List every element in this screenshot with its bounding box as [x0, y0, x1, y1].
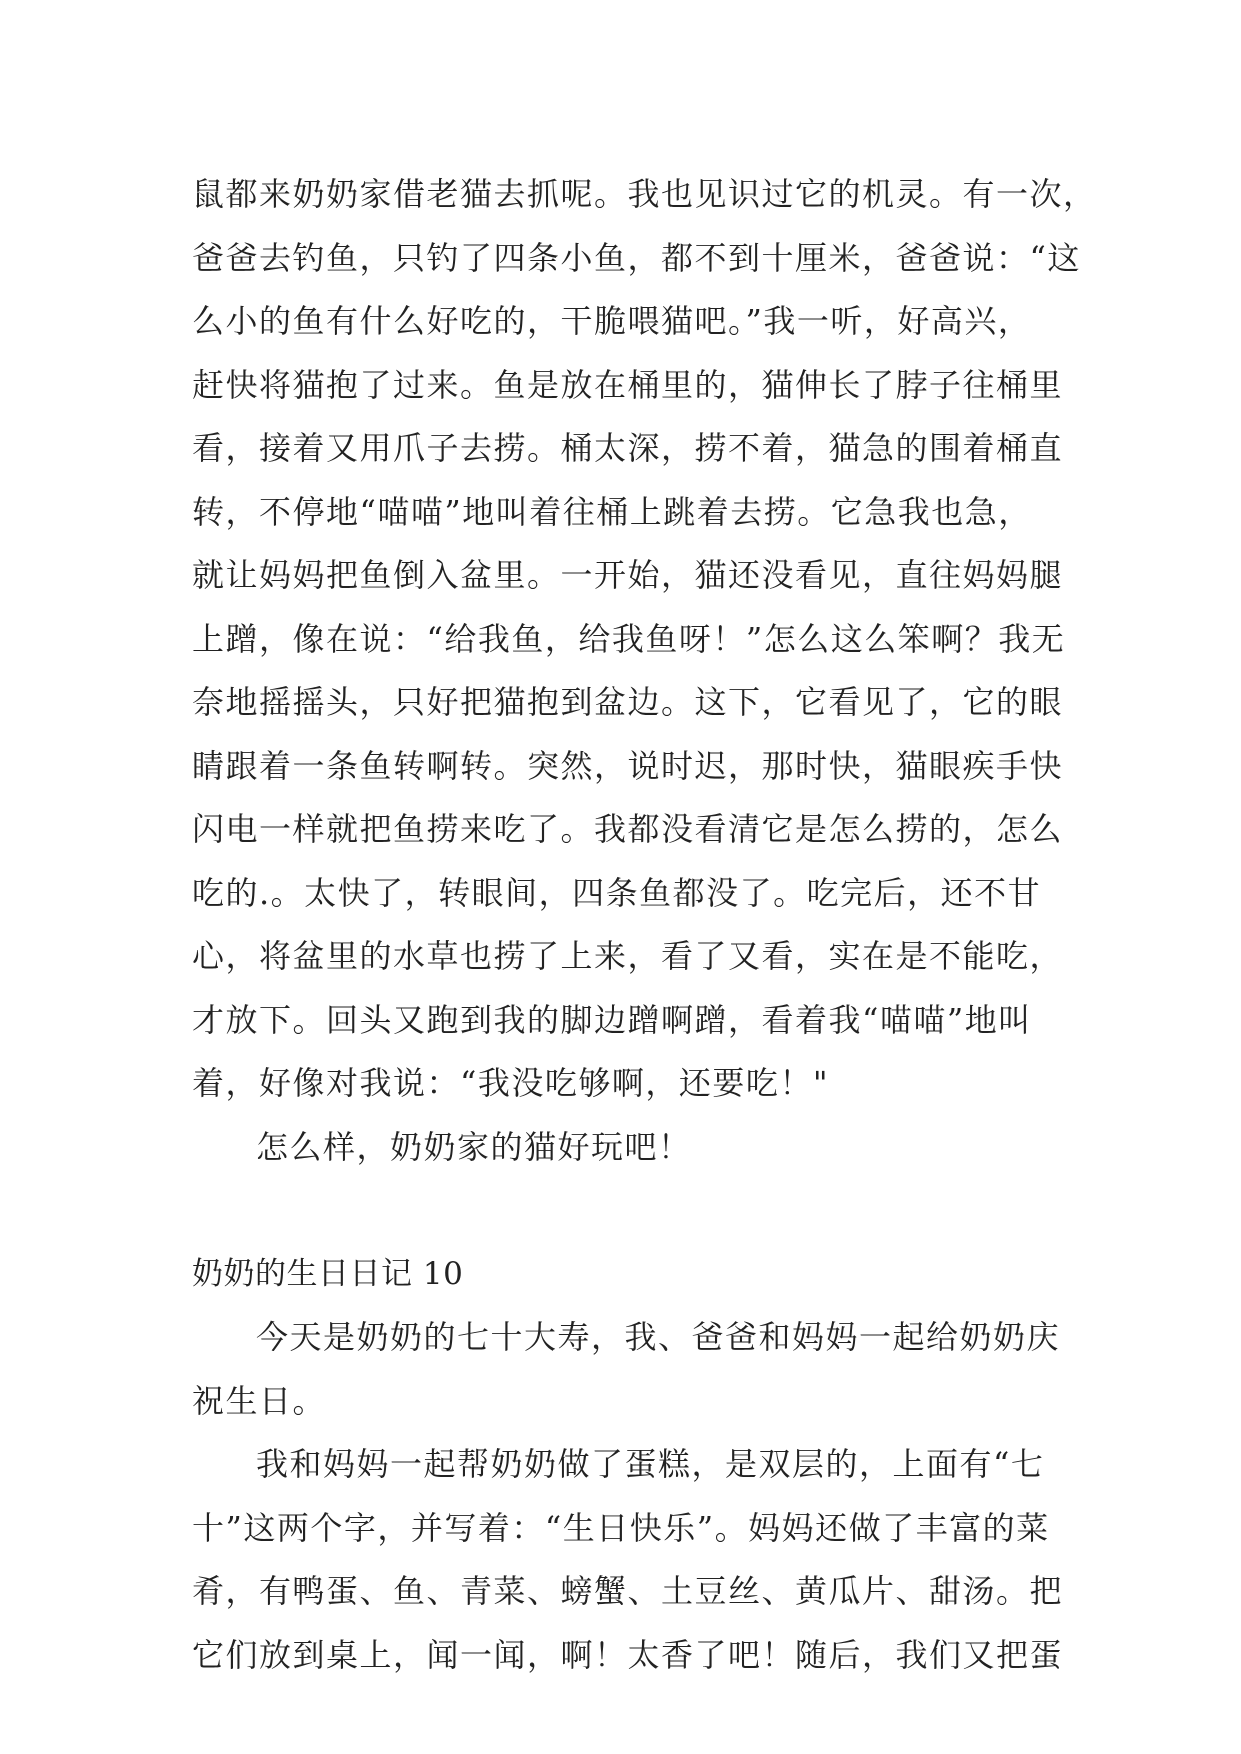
- text-line: 着，好像对我说：“我没吃够啊，还要吃！": [192, 1064, 830, 1102]
- section-spacer: [192, 1179, 1072, 1243]
- text-line: 鼠都来奶奶家借老猫去抓呢。我也见识过它的机灵。有一次，: [192, 175, 1097, 213]
- text-line: 今天是奶奶的七十大寿，我、爸爸和妈妈一起给奶奶庆: [256, 1318, 1061, 1356]
- text-line: 闪电一样就把鱼捞来吃了。我都没看清它是怎么捞的，怎么: [192, 810, 1064, 848]
- section-title: 奶奶的生日日记 10: [192, 1255, 464, 1292]
- text-line: 就让妈妈把鱼倒入盆里。一开始，猫还没看见，直往妈妈腿: [192, 556, 1064, 594]
- birthday-paragraph-1: [192, 1306, 1072, 1433]
- text-line: 吃的.。太快了，转眼间，四条鱼都没了。吃完后，还不甘: [192, 873, 1042, 912]
- text-line: 上蹭，像在说：“给我鱼，给我鱼呀！”怎么这么笨啊？我无: [192, 619, 1066, 658]
- birthday-paragraph-2: [192, 1433, 1072, 1687]
- story-paragraph: [192, 163, 1097, 1116]
- text-line: 转，不停地“喵喵”地叫着往桶上跳着去捞。它急我也急，: [192, 492, 1032, 531]
- text-line: 心，将盆里的水草也捞了上来，看了又看，实在是不能吃，: [192, 937, 1064, 975]
- text-line: 睛跟着一条鱼转啊转。突然，说时迟，那时快，猫眼疾手快: [192, 746, 1064, 785]
- text-line: 才放下。回头又跑到我的脚边蹭啊蹭，看着我“喵喵”地叫: [192, 1000, 1032, 1039]
- text-line: 我和妈妈一起帮奶奶做了蛋糕，是双层的，上面有“七: [256, 1445, 1045, 1483]
- text-line: 爸爸去钓鱼，只钓了四条小鱼，都不到十厘米，爸爸说：“这: [192, 238, 1081, 277]
- text-line: 奈地摇摇头，只好把猫抱到盆边。这下，它看见了，它的眼: [192, 683, 1064, 721]
- closing-line: 怎么样，奶奶家的猫好玩吧！: [256, 1127, 692, 1166]
- text-line: 它们放到桌上，闻一闻，啊！太香了吧！随后，我们又把蛋: [192, 1635, 1064, 1674]
- text-line: 么小的鱼有什么好吃的，干脆喂猫吧。”我一听，好高兴，: [192, 302, 1032, 340]
- text-line: 赶快将猫抱了过来。鱼是放在桶里的，猫伸长了脖子往桶里: [192, 365, 1064, 404]
- document-body: [192, 163, 1097, 1687]
- text-line: 祝生日。: [192, 1381, 327, 1420]
- text-line: 肴，有鸭蛋、鱼、青菜、螃蟹、土豆丝、黄瓜片、甜汤。把: [192, 1572, 1064, 1610]
- text-line: 十”这两个字，并写着：“生日快乐”。妈妈还做了丰富的菜: [192, 1508, 1050, 1547]
- text-line: 看，接着又用爪子去捞。桶太深，捞不着，猫急的围着桶直: [192, 429, 1064, 467]
